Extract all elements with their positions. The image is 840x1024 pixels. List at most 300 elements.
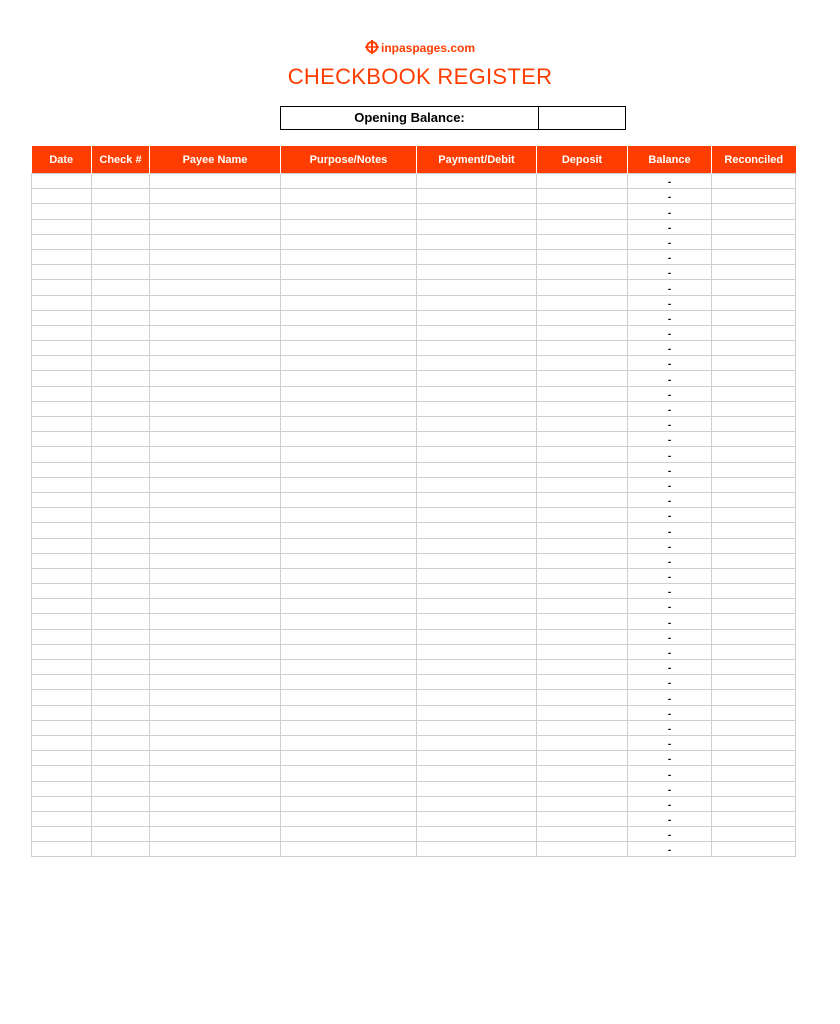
date-cell[interactable] [32,341,92,356]
payee-cell[interactable] [150,766,281,781]
payment-cell[interactable] [417,811,537,826]
payee-cell[interactable] [150,477,281,492]
reconciled-cell[interactable] [712,553,796,568]
deposit-cell[interactable] [537,325,628,340]
reconciled-cell[interactable] [712,249,796,264]
reconciled-cell[interactable] [712,599,796,614]
opening-balance-value[interactable] [539,107,625,129]
purpose-cell[interactable] [281,842,417,857]
check-cell[interactable] [92,280,150,295]
payment-cell[interactable] [417,553,537,568]
payment-cell[interactable] [417,660,537,675]
purpose-cell[interactable] [281,629,417,644]
purpose-cell[interactable] [281,432,417,447]
date-cell[interactable] [32,644,92,659]
date-cell[interactable] [32,538,92,553]
deposit-cell[interactable] [537,417,628,432]
payee-cell[interactable] [150,644,281,659]
payee-cell[interactable] [150,842,281,857]
check-cell[interactable] [92,295,150,310]
date-cell[interactable] [32,735,92,750]
payee-cell[interactable] [150,492,281,507]
check-cell[interactable] [92,310,150,325]
check-cell[interactable] [92,827,150,842]
reconciled-cell[interactable] [712,219,796,234]
reconciled-cell[interactable] [712,174,796,189]
check-cell[interactable] [92,842,150,857]
purpose-cell[interactable] [281,811,417,826]
deposit-cell[interactable] [537,796,628,811]
payment-cell[interactable] [417,325,537,340]
check-cell[interactable] [92,629,150,644]
deposit-cell[interactable] [537,492,628,507]
date-cell[interactable] [32,219,92,234]
check-cell[interactable] [92,204,150,219]
check-cell[interactable] [92,811,150,826]
reconciled-cell[interactable] [712,584,796,599]
reconciled-cell[interactable] [712,720,796,735]
payee-cell[interactable] [150,827,281,842]
payment-cell[interactable] [417,371,537,386]
deposit-cell[interactable] [537,568,628,583]
date-cell[interactable] [32,781,92,796]
payment-cell[interactable] [417,842,537,857]
reconciled-cell[interactable] [712,386,796,401]
reconciled-cell[interactable] [712,462,796,477]
purpose-cell[interactable] [281,751,417,766]
payment-cell[interactable] [417,629,537,644]
reconciled-cell[interactable] [712,735,796,750]
purpose-cell[interactable] [281,462,417,477]
date-cell[interactable] [32,568,92,583]
payee-cell[interactable] [150,705,281,720]
date-cell[interactable] [32,462,92,477]
date-cell[interactable] [32,249,92,264]
purpose-cell[interactable] [281,371,417,386]
purpose-cell[interactable] [281,280,417,295]
check-cell[interactable] [92,325,150,340]
date-cell[interactable] [32,690,92,705]
date-cell[interactable] [32,660,92,675]
payee-cell[interactable] [150,356,281,371]
payee-cell[interactable] [150,386,281,401]
payment-cell[interactable] [417,310,537,325]
payee-cell[interactable] [150,614,281,629]
payment-cell[interactable] [417,174,537,189]
payment-cell[interactable] [417,538,537,553]
purpose-cell[interactable] [281,447,417,462]
payment-cell[interactable] [417,477,537,492]
date-cell[interactable] [32,417,92,432]
payment-cell[interactable] [417,614,537,629]
purpose-cell[interactable] [281,295,417,310]
check-cell[interactable] [92,538,150,553]
reconciled-cell[interactable] [712,432,796,447]
deposit-cell[interactable] [537,401,628,416]
deposit-cell[interactable] [537,644,628,659]
deposit-cell[interactable] [537,690,628,705]
payment-cell[interactable] [417,492,537,507]
date-cell[interactable] [32,325,92,340]
date-cell[interactable] [32,477,92,492]
check-cell[interactable] [92,432,150,447]
deposit-cell[interactable] [537,265,628,280]
purpose-cell[interactable] [281,234,417,249]
payee-cell[interactable] [150,690,281,705]
check-cell[interactable] [92,675,150,690]
purpose-cell[interactable] [281,735,417,750]
date-cell[interactable] [32,720,92,735]
check-cell[interactable] [92,189,150,204]
check-cell[interactable] [92,781,150,796]
date-cell[interactable] [32,310,92,325]
payment-cell[interactable] [417,249,537,264]
deposit-cell[interactable] [537,720,628,735]
deposit-cell[interactable] [537,386,628,401]
payee-cell[interactable] [150,249,281,264]
check-cell[interactable] [92,492,150,507]
deposit-cell[interactable] [537,356,628,371]
deposit-cell[interactable] [537,827,628,842]
reconciled-cell[interactable] [712,477,796,492]
date-cell[interactable] [32,280,92,295]
reconciled-cell[interactable] [712,675,796,690]
check-cell[interactable] [92,341,150,356]
payment-cell[interactable] [417,523,537,538]
check-cell[interactable] [92,523,150,538]
reconciled-cell[interactable] [712,568,796,583]
purpose-cell[interactable] [281,265,417,280]
date-cell[interactable] [32,842,92,857]
date-cell[interactable] [32,371,92,386]
check-cell[interactable] [92,417,150,432]
check-cell[interactable] [92,614,150,629]
reconciled-cell[interactable] [712,280,796,295]
purpose-cell[interactable] [281,477,417,492]
payment-cell[interactable] [417,720,537,735]
payment-cell[interactable] [417,584,537,599]
payment-cell[interactable] [417,781,537,796]
purpose-cell[interactable] [281,189,417,204]
date-cell[interactable] [32,751,92,766]
payment-cell[interactable] [417,265,537,280]
deposit-cell[interactable] [537,629,628,644]
payee-cell[interactable] [150,523,281,538]
payee-cell[interactable] [150,310,281,325]
check-cell[interactable] [92,219,150,234]
date-cell[interactable] [32,174,92,189]
purpose-cell[interactable] [281,614,417,629]
payment-cell[interactable] [417,599,537,614]
deposit-cell[interactable] [537,508,628,523]
reconciled-cell[interactable] [712,265,796,280]
payee-cell[interactable] [150,204,281,219]
check-cell[interactable] [92,584,150,599]
date-cell[interactable] [32,492,92,507]
deposit-cell[interactable] [537,174,628,189]
deposit-cell[interactable] [537,477,628,492]
payee-cell[interactable] [150,584,281,599]
payment-cell[interactable] [417,690,537,705]
payment-cell[interactable] [417,295,537,310]
payee-cell[interactable] [150,660,281,675]
deposit-cell[interactable] [537,295,628,310]
deposit-cell[interactable] [537,538,628,553]
deposit-cell[interactable] [537,432,628,447]
payee-cell[interactable] [150,325,281,340]
reconciled-cell[interactable] [712,417,796,432]
purpose-cell[interactable] [281,310,417,325]
date-cell[interactable] [32,508,92,523]
payee-cell[interactable] [150,508,281,523]
purpose-cell[interactable] [281,781,417,796]
check-cell[interactable] [92,568,150,583]
reconciled-cell[interactable] [712,629,796,644]
check-cell[interactable] [92,477,150,492]
payment-cell[interactable] [417,189,537,204]
date-cell[interactable] [32,234,92,249]
payee-cell[interactable] [150,234,281,249]
check-cell[interactable] [92,371,150,386]
check-cell[interactable] [92,174,150,189]
deposit-cell[interactable] [537,189,628,204]
deposit-cell[interactable] [537,781,628,796]
purpose-cell[interactable] [281,568,417,583]
purpose-cell[interactable] [281,796,417,811]
payment-cell[interactable] [417,568,537,583]
deposit-cell[interactable] [537,371,628,386]
purpose-cell[interactable] [281,690,417,705]
payment-cell[interactable] [417,386,537,401]
check-cell[interactable] [92,599,150,614]
deposit-cell[interactable] [537,341,628,356]
reconciled-cell[interactable] [712,447,796,462]
payee-cell[interactable] [150,462,281,477]
reconciled-cell[interactable] [712,508,796,523]
date-cell[interactable] [32,811,92,826]
deposit-cell[interactable] [537,447,628,462]
payee-cell[interactable] [150,751,281,766]
deposit-cell[interactable] [537,219,628,234]
purpose-cell[interactable] [281,660,417,675]
payment-cell[interactable] [417,356,537,371]
payment-cell[interactable] [417,766,537,781]
date-cell[interactable] [32,523,92,538]
check-cell[interactable] [92,660,150,675]
purpose-cell[interactable] [281,204,417,219]
reconciled-cell[interactable] [712,705,796,720]
purpose-cell[interactable] [281,538,417,553]
payee-cell[interactable] [150,265,281,280]
date-cell[interactable] [32,705,92,720]
date-cell[interactable] [32,447,92,462]
purpose-cell[interactable] [281,417,417,432]
payment-cell[interactable] [417,432,537,447]
reconciled-cell[interactable] [712,234,796,249]
payment-cell[interactable] [417,401,537,416]
deposit-cell[interactable] [537,584,628,599]
deposit-cell[interactable] [537,234,628,249]
date-cell[interactable] [32,386,92,401]
payment-cell[interactable] [417,447,537,462]
payee-cell[interactable] [150,341,281,356]
deposit-cell[interactable] [537,735,628,750]
deposit-cell[interactable] [537,811,628,826]
check-cell[interactable] [92,386,150,401]
date-cell[interactable] [32,599,92,614]
purpose-cell[interactable] [281,356,417,371]
reconciled-cell[interactable] [712,690,796,705]
date-cell[interactable] [32,265,92,280]
date-cell[interactable] [32,189,92,204]
payee-cell[interactable] [150,568,281,583]
deposit-cell[interactable] [537,751,628,766]
deposit-cell[interactable] [537,523,628,538]
check-cell[interactable] [92,508,150,523]
deposit-cell[interactable] [537,249,628,264]
reconciled-cell[interactable] [712,781,796,796]
payee-cell[interactable] [150,599,281,614]
reconciled-cell[interactable] [712,538,796,553]
date-cell[interactable] [32,629,92,644]
payment-cell[interactable] [417,508,537,523]
reconciled-cell[interactable] [712,766,796,781]
purpose-cell[interactable] [281,584,417,599]
payee-cell[interactable] [150,447,281,462]
date-cell[interactable] [32,432,92,447]
purpose-cell[interactable] [281,325,417,340]
payee-cell[interactable] [150,174,281,189]
check-cell[interactable] [92,249,150,264]
reconciled-cell[interactable] [712,356,796,371]
payment-cell[interactable] [417,341,537,356]
payee-cell[interactable] [150,219,281,234]
payment-cell[interactable] [417,280,537,295]
purpose-cell[interactable] [281,219,417,234]
payment-cell[interactable] [417,735,537,750]
date-cell[interactable] [32,796,92,811]
reconciled-cell[interactable] [712,751,796,766]
purpose-cell[interactable] [281,174,417,189]
payment-cell[interactable] [417,675,537,690]
payee-cell[interactable] [150,280,281,295]
date-cell[interactable] [32,401,92,416]
check-cell[interactable] [92,265,150,280]
reconciled-cell[interactable] [712,644,796,659]
reconciled-cell[interactable] [712,401,796,416]
purpose-cell[interactable] [281,720,417,735]
date-cell[interactable] [32,614,92,629]
date-cell[interactable] [32,827,92,842]
purpose-cell[interactable] [281,675,417,690]
reconciled-cell[interactable] [712,371,796,386]
reconciled-cell[interactable] [712,827,796,842]
date-cell[interactable] [32,766,92,781]
reconciled-cell[interactable] [712,341,796,356]
deposit-cell[interactable] [537,204,628,219]
reconciled-cell[interactable] [712,796,796,811]
payee-cell[interactable] [150,417,281,432]
payment-cell[interactable] [417,751,537,766]
payment-cell[interactable] [417,705,537,720]
purpose-cell[interactable] [281,249,417,264]
check-cell[interactable] [92,401,150,416]
payment-cell[interactable] [417,796,537,811]
reconciled-cell[interactable] [712,614,796,629]
check-cell[interactable] [92,356,150,371]
payee-cell[interactable] [150,735,281,750]
date-cell[interactable] [32,584,92,599]
payee-cell[interactable] [150,538,281,553]
reconciled-cell[interactable] [712,660,796,675]
reconciled-cell[interactable] [712,842,796,857]
deposit-cell[interactable] [537,310,628,325]
payee-cell[interactable] [150,720,281,735]
check-cell[interactable] [92,690,150,705]
payment-cell[interactable] [417,204,537,219]
date-cell[interactable] [32,675,92,690]
payment-cell[interactable] [417,462,537,477]
check-cell[interactable] [92,705,150,720]
check-cell[interactable] [92,766,150,781]
purpose-cell[interactable] [281,553,417,568]
purpose-cell[interactable] [281,599,417,614]
reconciled-cell[interactable] [712,492,796,507]
reconciled-cell[interactable] [712,523,796,538]
deposit-cell[interactable] [537,675,628,690]
check-cell[interactable] [92,234,150,249]
payment-cell[interactable] [417,234,537,249]
payee-cell[interactable] [150,189,281,204]
check-cell[interactable] [92,553,150,568]
check-cell[interactable] [92,720,150,735]
payee-cell[interactable] [150,553,281,568]
payee-cell[interactable] [150,371,281,386]
payee-cell[interactable] [150,811,281,826]
check-cell[interactable] [92,735,150,750]
check-cell[interactable] [92,796,150,811]
check-cell[interactable] [92,751,150,766]
deposit-cell[interactable] [537,599,628,614]
payee-cell[interactable] [150,781,281,796]
purpose-cell[interactable] [281,386,417,401]
deposit-cell[interactable] [537,660,628,675]
purpose-cell[interactable] [281,492,417,507]
payment-cell[interactable] [417,827,537,842]
check-cell[interactable] [92,447,150,462]
check-cell[interactable] [92,644,150,659]
purpose-cell[interactable] [281,341,417,356]
payment-cell[interactable] [417,219,537,234]
purpose-cell[interactable] [281,827,417,842]
deposit-cell[interactable] [537,766,628,781]
deposit-cell[interactable] [537,705,628,720]
payee-cell[interactable] [150,295,281,310]
date-cell[interactable] [32,295,92,310]
deposit-cell[interactable] [537,842,628,857]
reconciled-cell[interactable] [712,811,796,826]
reconciled-cell[interactable] [712,189,796,204]
date-cell[interactable] [32,204,92,219]
payee-cell[interactable] [150,675,281,690]
payee-cell[interactable] [150,432,281,447]
purpose-cell[interactable] [281,523,417,538]
deposit-cell[interactable] [537,280,628,295]
reconciled-cell[interactable] [712,310,796,325]
reconciled-cell[interactable] [712,295,796,310]
reconciled-cell[interactable] [712,325,796,340]
purpose-cell[interactable] [281,766,417,781]
